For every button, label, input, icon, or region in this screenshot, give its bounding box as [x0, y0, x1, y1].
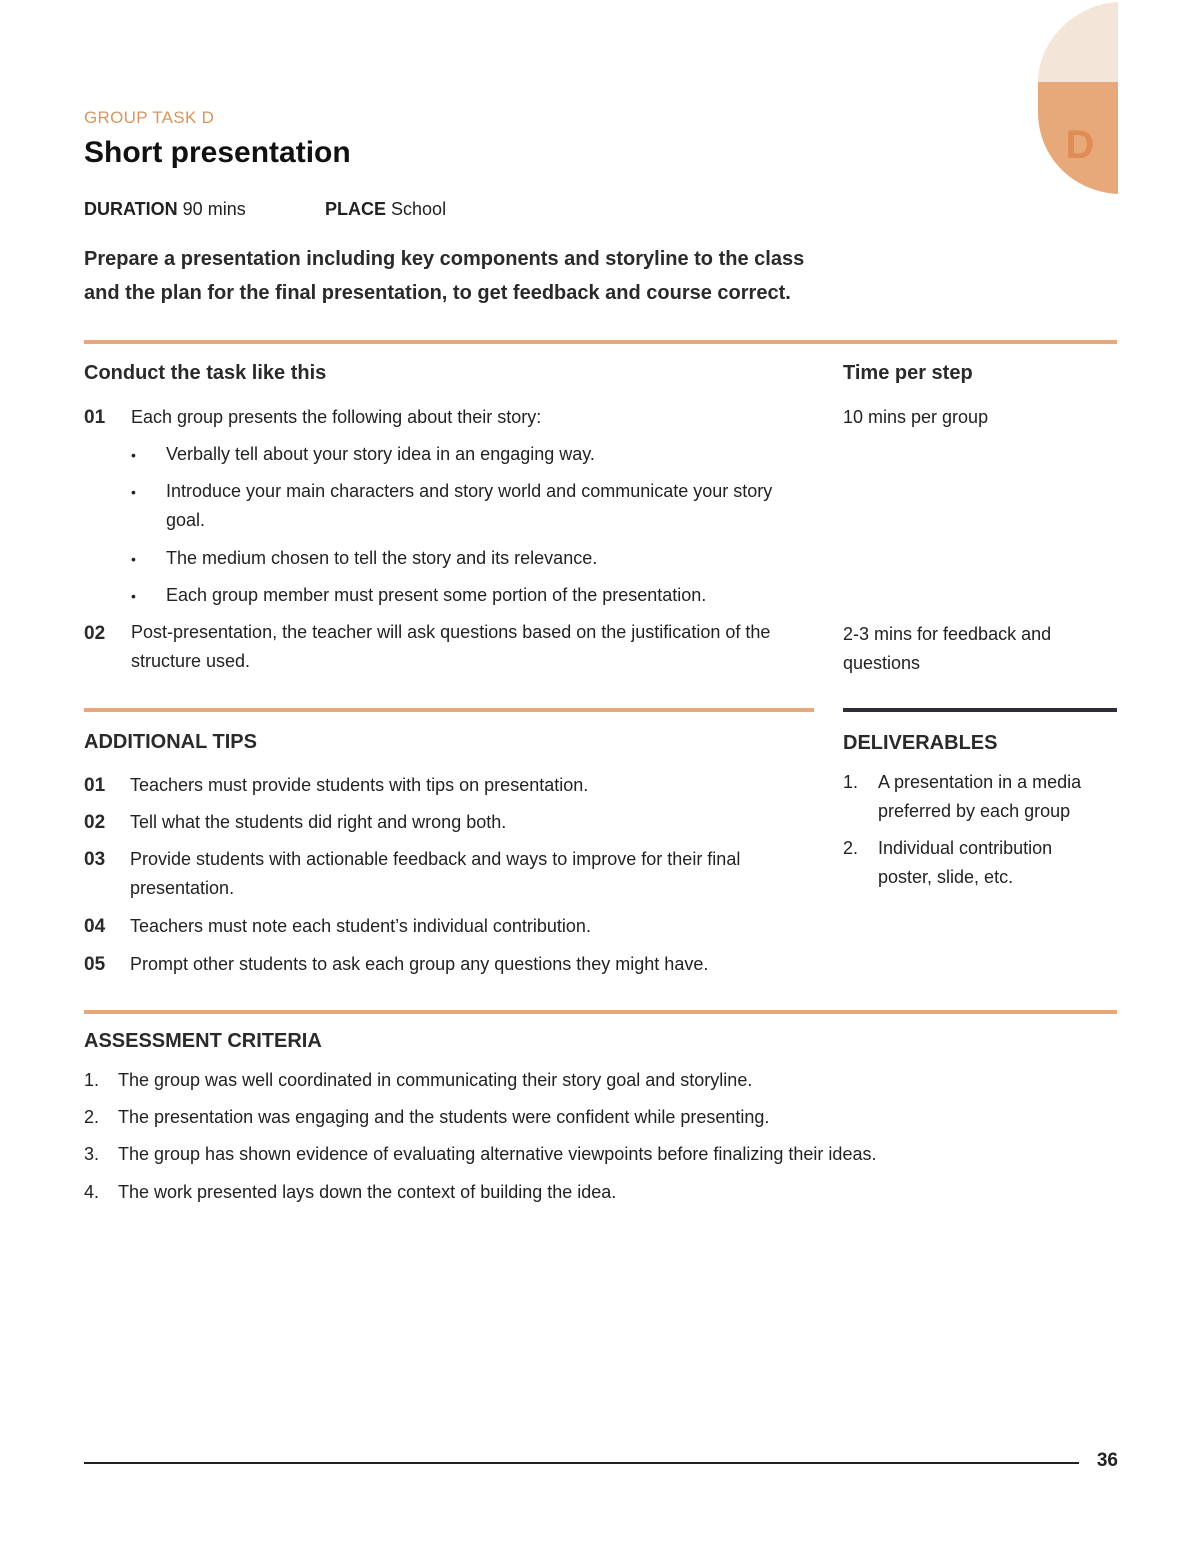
criterion-number: 2. [84, 1107, 100, 1127]
duration-label: DURATION [84, 199, 178, 219]
step-text: Post-presentation, the teacher will ask questions based on the justification of the structure used. [131, 622, 771, 671]
duration-meta [84, 199, 246, 220]
deliverable-text: A presentation in a media preferred by each group [878, 772, 1082, 821]
page-title: Short presentation [84, 136, 351, 169]
place-label: PLACE [325, 199, 387, 219]
deliverable-number: 1. [843, 772, 859, 792]
deliverable-number: 2. [843, 838, 859, 858]
tip-text: Teachers must note each student’s individual contribution. [130, 916, 591, 936]
step-number: 02 [84, 623, 106, 644]
tip-text: Teachers must provide students with tips on presentation. [130, 775, 589, 795]
tips-heading: ADDITIONAL TIPS [84, 731, 257, 753]
assessment-heading: ASSESSMENT CRITERIA [84, 1030, 322, 1052]
corner-tab-letter: D [1065, 123, 1095, 167]
task-eyebrow: GROUP TASK D [84, 108, 215, 127]
divider-tips [84, 708, 814, 712]
criterion-number: 4. [84, 1182, 100, 1202]
tip-number: 03 [84, 849, 106, 870]
tip-number: 02 [84, 812, 106, 833]
criterion-text: The group was well coordinated in communicating their story goal and storyline. [118, 1070, 753, 1090]
lead-paragraph: Prepare a presentation including key components and storyline to the class and the plan for the final presentation, to get feedback and course correct. [84, 248, 805, 304]
place-meta [325, 199, 446, 220]
deliverables-heading: DELIVERABLES [843, 732, 998, 754]
tip-text: Provide students with actionable feedback and ways to improve for their final presentation. [130, 849, 741, 898]
criterion-text: The group has shown evidence of evaluating alternative viewpoints before finalizing their ideas. [118, 1144, 877, 1164]
criterion-number: 1. [84, 1070, 100, 1090]
tip-number: 04 [84, 916, 106, 937]
divider-assessment [84, 1010, 1117, 1014]
corner-leaf-shape [1038, 2, 1118, 82]
step-number: 01 [84, 407, 106, 428]
criterion-text: The presentation was engaging and the students were confident while presenting. [118, 1107, 770, 1127]
tip-text: Tell what the students did right and wrong both. [130, 812, 507, 832]
step-bullet: Verbally tell about your story idea in an engaging way. [166, 444, 595, 464]
step-time: 10 mins per group [843, 407, 989, 427]
tip-text: Prompt other students to ask each group any questions they might have. [130, 954, 709, 974]
deliverable-text: Individual contribution poster, slide, etc. [878, 838, 1053, 887]
corner-tab-graphic [1036, 0, 1118, 196]
step-time: 2-3 mins for feedback and questions [843, 624, 1052, 673]
bullet-dot: • [131, 588, 136, 604]
criterion-text: The work presented lays down the context of building the idea. [118, 1182, 617, 1202]
time-heading: Time per step [843, 362, 973, 384]
divider-conduct [84, 340, 1117, 344]
bullet-dot: • [131, 447, 136, 463]
bullet-dot: • [131, 484, 136, 500]
step-bullet: The medium chosen to tell the story and its relevance. [166, 548, 598, 568]
place-value: School [391, 199, 447, 219]
step-text: Each group presents the following about their story: [131, 407, 542, 427]
step-bullet: Each group member must present some portion of the presentation. [166, 585, 707, 605]
tip-number: 01 [84, 775, 106, 796]
page-number: 36 [1096, 1450, 1118, 1471]
duration-value: 90 mins [182, 199, 246, 219]
footer-rule [84, 1462, 1079, 1464]
bullet-dot: • [131, 551, 136, 567]
conduct-heading: Conduct the task like this [84, 362, 327, 384]
tip-number: 05 [84, 954, 106, 975]
step-bullet: Introduce your main characters and story world and communicate your story goal. [166, 481, 773, 530]
criterion-number: 3. [84, 1144, 100, 1164]
divider-deliverables [843, 708, 1117, 712]
